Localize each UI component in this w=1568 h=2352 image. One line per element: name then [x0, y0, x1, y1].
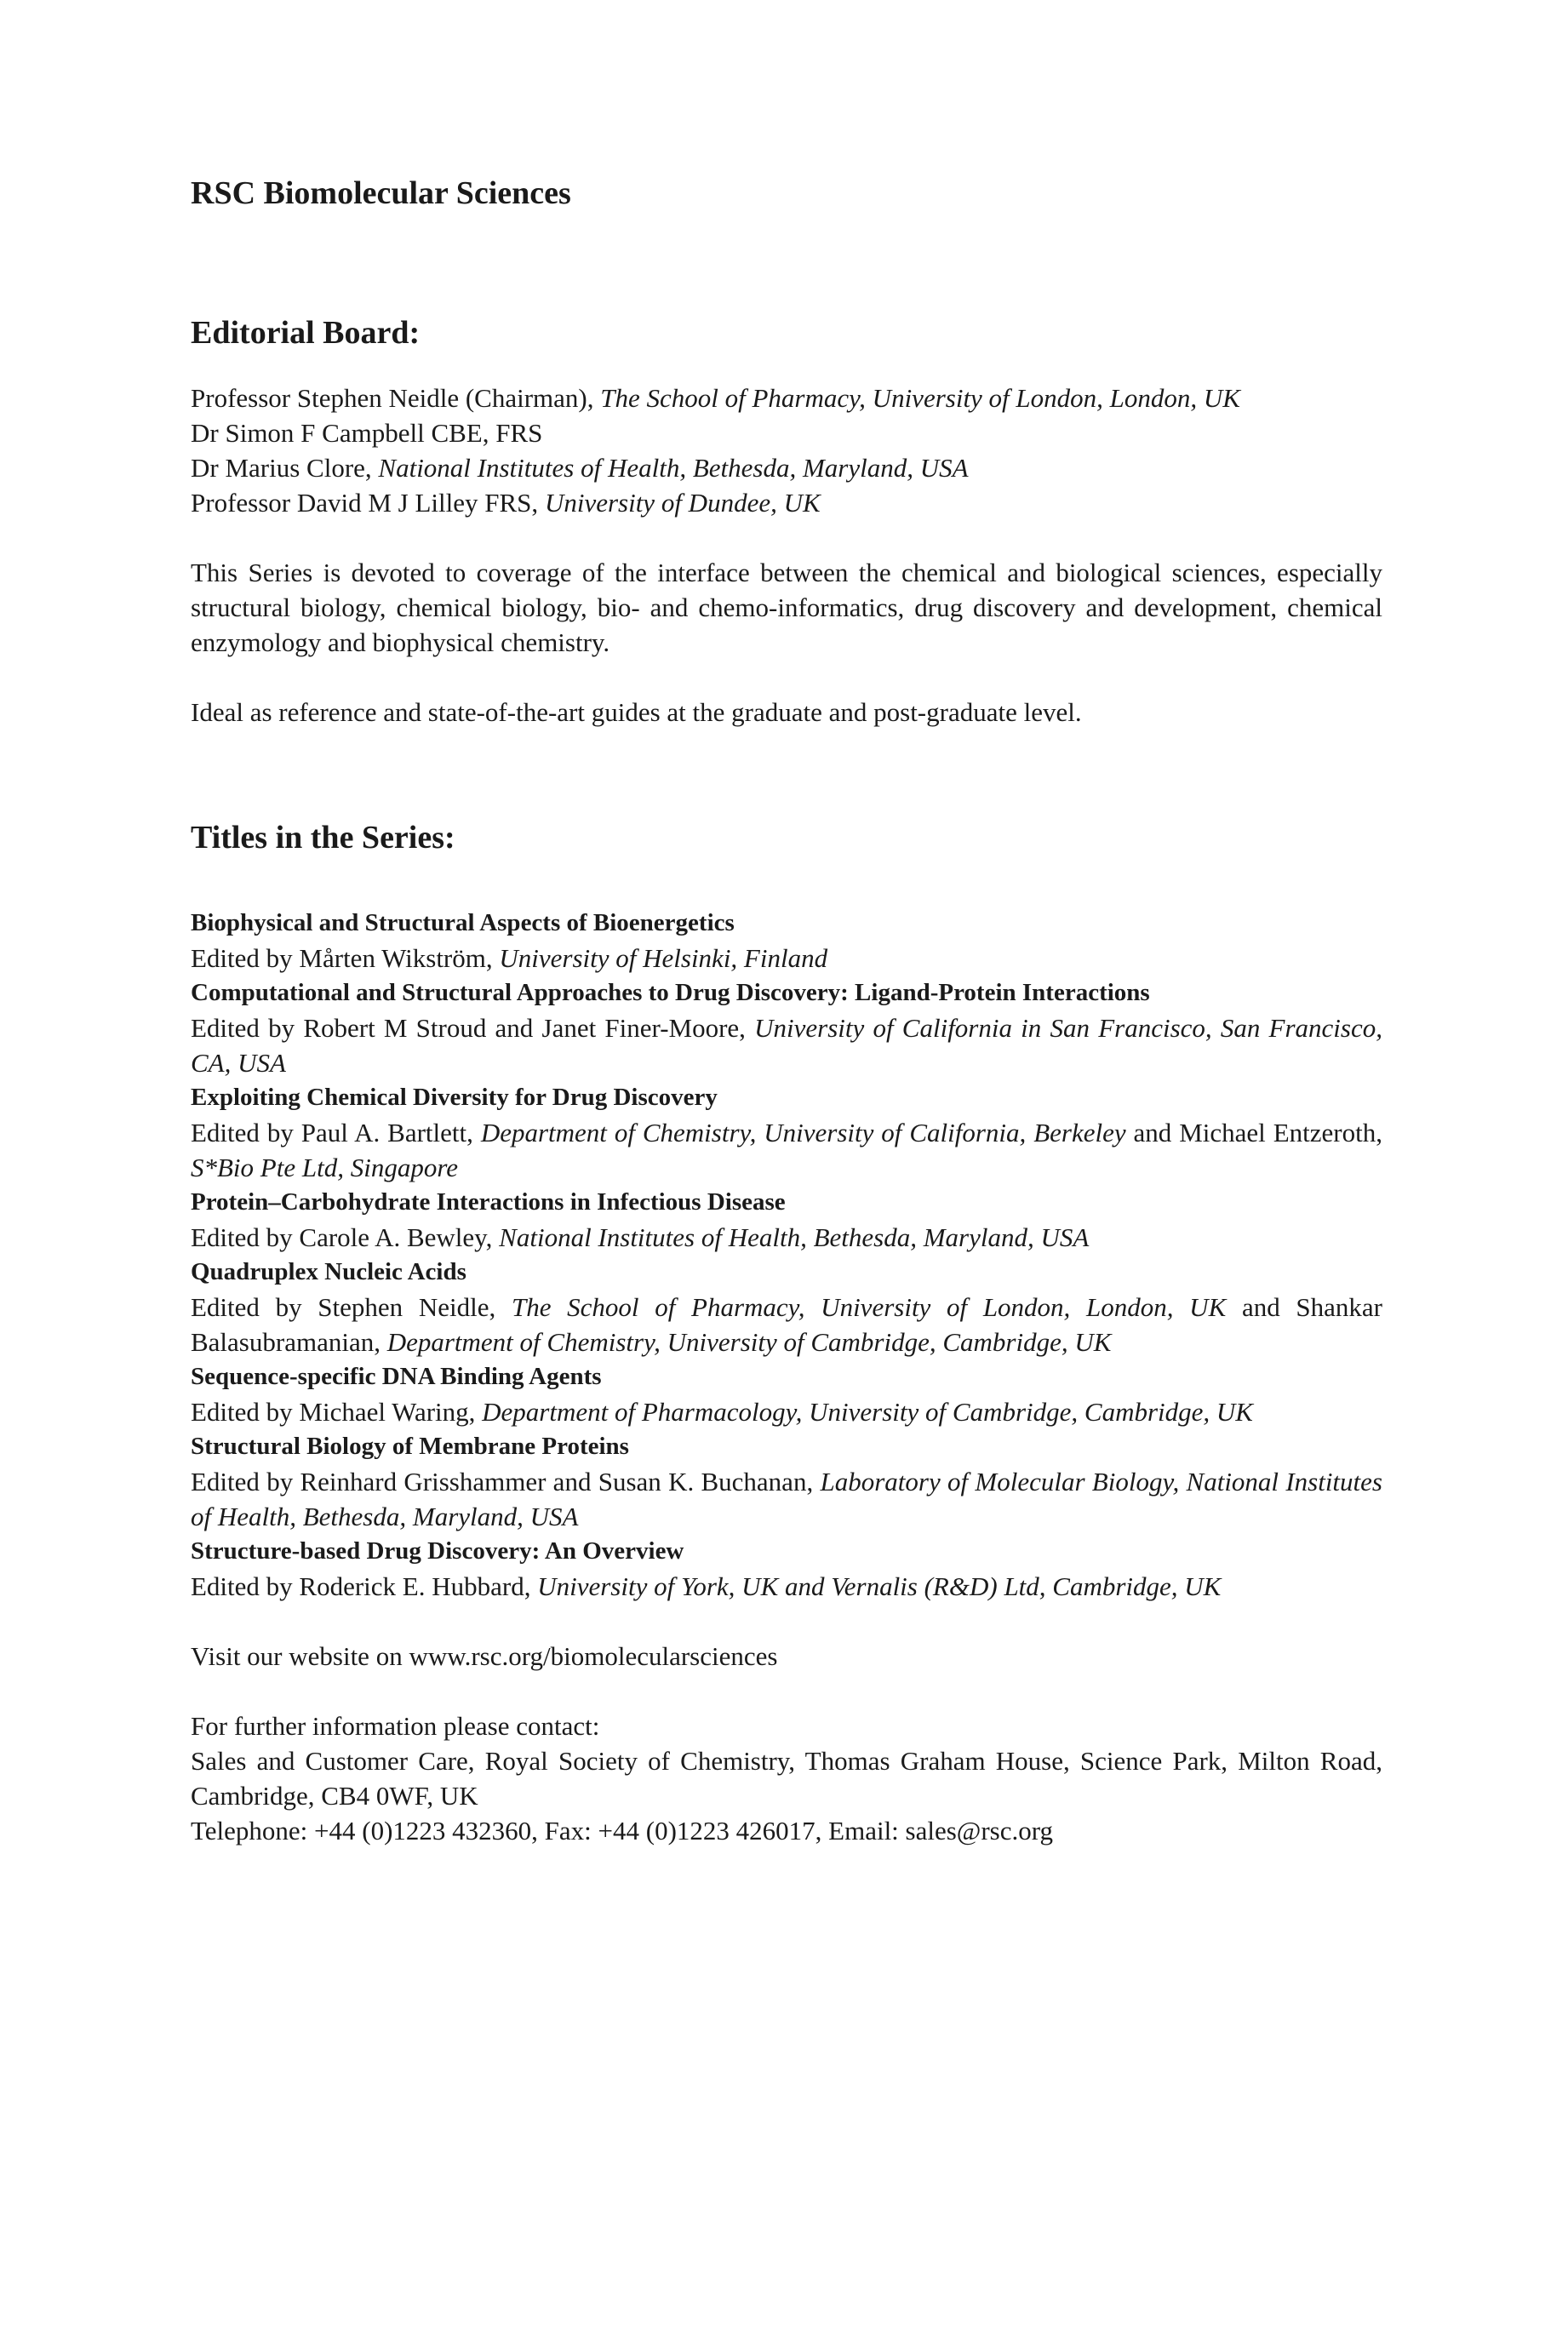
editor-affiliation: The School of Pharmacy, University of London, London, UK — [511, 1291, 1227, 1322]
book-editors — [191, 1010, 1382, 1080]
book-editors — [191, 1394, 1382, 1429]
book-editors — [191, 941, 1382, 976]
book-editors — [191, 1464, 1382, 1534]
board-member — [191, 381, 1382, 415]
board-member-name: Dr Simon F Campbell CBE, FRS — [191, 418, 543, 449]
website-line: Visit our website on www.rsc.org/biomolecularsciences — [191, 1640, 778, 1671]
editor-names: Edited by Carole A. Bewley, — [191, 1222, 500, 1252]
contact-intro: For further information please contact: — [191, 1710, 600, 1741]
editor-affiliation-2: Department of Chemistry, University of Cambridge, Cambridge, UK — [386, 1326, 1112, 1357]
board-member-name: Professor David M J Lilley FRS, — [191, 488, 545, 518]
editor-affiliation: University of California in San Francisco, San Francisco, CA, USA — [191, 1012, 1382, 1078]
contact-block — [191, 1708, 1382, 1848]
series-audience: Ideal as reference and state-of-the-art guides at the graduate and post-graduate level. — [191, 697, 1082, 728]
book-title: Structural Biology of Membrane Proteins — [191, 1432, 629, 1460]
editorial-board-heading: Editorial Board: — [191, 314, 421, 351]
editor-affiliation: Department of Chemistry, University of California, Berkeley — [480, 1117, 1126, 1147]
editor-affiliation: Laboratory of Molecular Biology, National Institutes of Health, Bethesda, Maryland, USA — [191, 1466, 1382, 1531]
editor-affiliation: University of Helsinki, Finland — [499, 942, 828, 973]
editor-names: Edited by Michael Waring, — [191, 1396, 483, 1427]
editor-names: Edited by Stephen Neidle, — [191, 1291, 512, 1322]
page-content — [191, 175, 1382, 1848]
board-member-affiliation: The School of Pharmacy, University of London, London, UK — [600, 383, 1240, 414]
book-editors — [191, 1569, 1382, 1604]
editor-names-2: and Michael Entzeroth, — [1125, 1117, 1382, 1147]
board-member-name: Dr Marius Clore, — [191, 453, 379, 484]
book-title: Biophysical and Structural Aspects of Bioenergetics — [191, 908, 735, 936]
series-title: RSC Biomolecular Sciences — [191, 175, 571, 211]
book-editors — [191, 1220, 1382, 1255]
board-member-name: Professor Stephen Neidle (Chairman), — [191, 383, 601, 414]
book-title: Sequence-specific DNA Binding Agents — [191, 1362, 602, 1390]
editor-names: Edited by Roderick E. Hubbard, — [191, 1571, 538, 1601]
editor-names: Edited by Robert M Stroud and Janet Finer-Moore, — [191, 1012, 755, 1043]
board-member — [191, 485, 1382, 520]
editor-affiliation-2: S*Bio Pte Ltd, Singapore — [191, 1152, 458, 1182]
editor-affiliation: University of York, UK and Vernalis (R&D) Ltd, Cambridge, UK — [537, 1571, 1222, 1601]
book-editors — [191, 1290, 1382, 1359]
editorial-board-list — [191, 381, 1382, 520]
book-title: Protein–Carbohydrate Interactions in Infectious Disease — [191, 1187, 786, 1216]
editor-affiliation: National Institutes of Health, Bethesda, Maryland, USA — [499, 1222, 1090, 1252]
contact-address: Sales and Customer Care, Royal Society of Chemistry, Thomas Graham House, Science Park, Milton Road, Cambridge, CB4 0WF, UK — [191, 1745, 1382, 1811]
editor-names: Edited by Mårten Wikström, — [191, 942, 500, 973]
book-editors — [191, 1115, 1382, 1185]
editor-names: Edited by Paul A. Bartlett, — [191, 1117, 481, 1147]
editor-names: Edited by Reinhard Grisshammer and Susan K. Buchanan, — [191, 1466, 821, 1496]
series-description: This Series is devoted to coverage of the interface between the chemical and biological sciences, especially structural biology, chemical biology, bio- and chemo-informatics, drug discovery and development, chemical enzymology and biophysical chemistry. — [191, 558, 1382, 658]
board-member — [191, 415, 1382, 450]
titles-list — [191, 906, 1382, 1604]
board-member-affiliation: National Institutes of Health, Bethesda, Maryland, USA — [378, 453, 969, 484]
book-title: Exploiting Chemical Diversity for Drug Discovery — [191, 1083, 718, 1111]
board-member — [191, 450, 1382, 485]
board-member-affiliation: University of Dundee, UK — [544, 488, 821, 518]
editor-affiliation: Department of Pharmacology, University of Cambridge, Cambridge, UK — [482, 1396, 1253, 1427]
book-title: Quadruplex Nucleic Acids — [191, 1257, 466, 1285]
contact-phone: Telephone: +44 (0)1223 432360, Fax: +44 (0)1223 426017, Email: sales@rsc.org — [191, 1815, 1054, 1846]
book-title: Computational and Structural Approaches to Drug Discovery: Ligand-Protein Interactions — [191, 978, 1150, 1006]
titles-heading: Titles in the Series: — [191, 820, 455, 856]
editor-names-2: and Shankar Balasubramanian, — [191, 1291, 1382, 1357]
book-title: Structure-based Drug Discovery: An Overview — [191, 1537, 684, 1565]
